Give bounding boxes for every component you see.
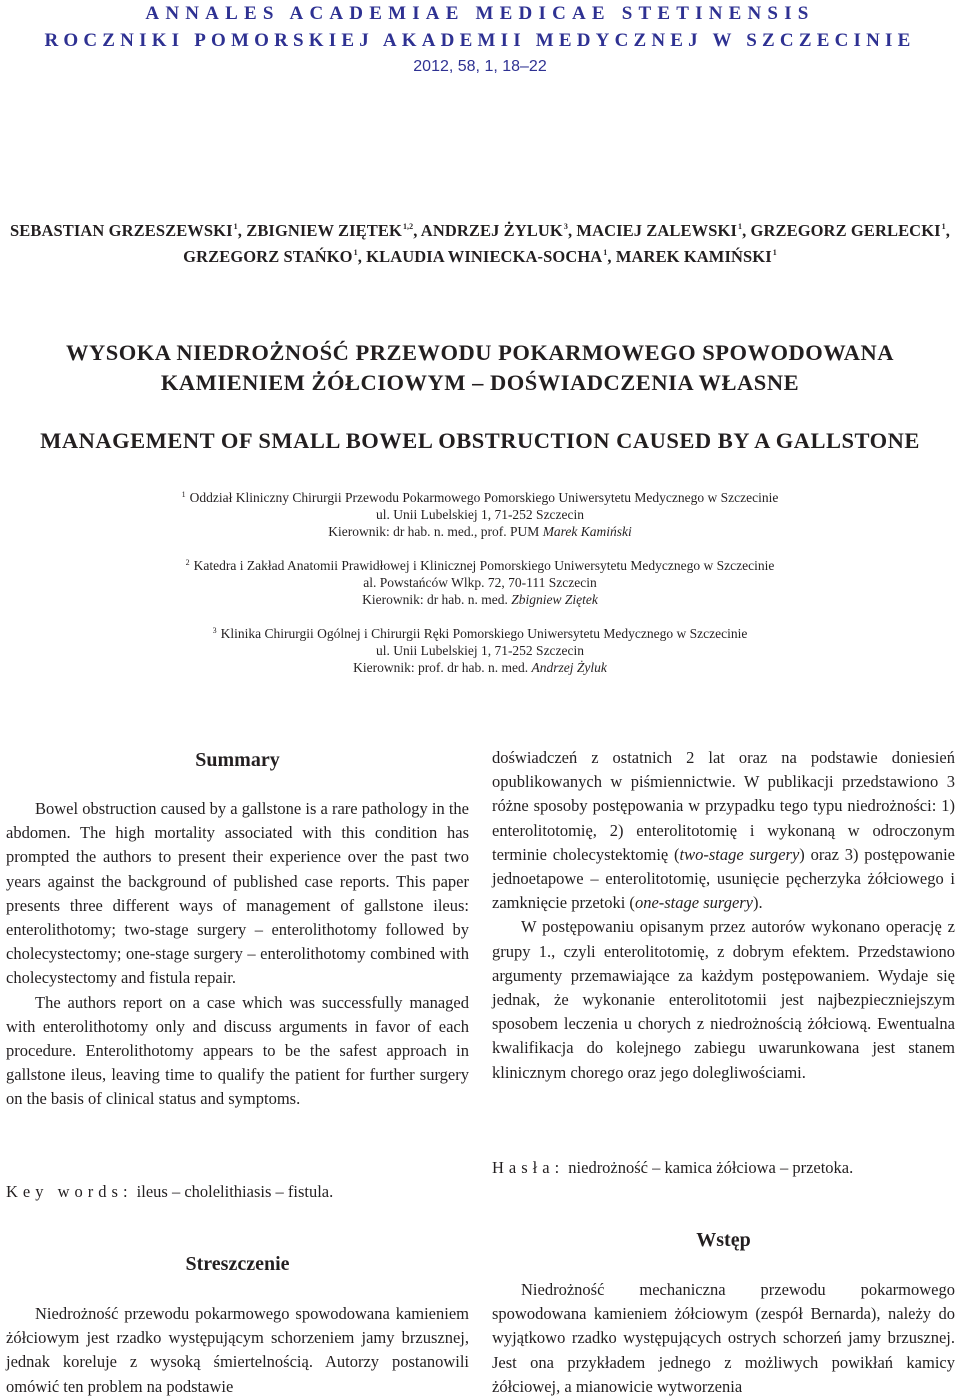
affiliation-number: 2 [185, 558, 190, 567]
affiliation-number: 1 [181, 490, 186, 499]
streszczenie-continuation [492, 746, 955, 1085]
streszczenie-paragraph-1: Niedrożność przewodu pokarmowego spowodowana kamieniem żółciowym jest rzadko występującym schorzeniem jamy brzusznej, jednak koreluje z wysoką śmiertelnością. Autorzy postanowili omówić ten problem na podstawie [6, 1304, 469, 1396]
authors-line-1: SEBASTIAN GRZESZEWSKI$^1$, ZBIGNIEW ZIĘTEK$^{1,2}$, ANDRZEJ ŻYLUK$^3$, MACIEJ ZALEWSKI$^1$, GRZEGORZ GERLECKI$^1$, [10, 221, 950, 240]
streszczenie-paragraph-2: W postępowaniu opisanym przez autorów wykonano operację z grupy 1., czyli enterolitotomię, z dobrym efektem. Przedstawiono argumenty przemawiające za każdym postępowaniem. Wydaje się jednak, że wykonanie enterolitotomii jest najbezpieczniejszym sposobem leczenia u chorych z niedrożnością żółciową. Ewentualna kwalifikacja do kolejnego zabiegu uwarunkowana jest stanem klinicznym chorego oraz jego dolegliwościami. [492, 917, 955, 1082]
journal-latin-name: ANNALES ACADEMIAE MEDICAE STETINENSIS [145, 3, 815, 24]
title-polish [0, 338, 960, 398]
author-affiliation-sup: 1 [603, 248, 608, 257]
summary-body [6, 797, 469, 1112]
affiliation-head-name: Marek Kamiński [542, 524, 632, 539]
affiliation-unit: Oddział Kliniczny Chirurgii Przewodu Pokarmowego Pomorskiego Uniwersytetu Medycznego w Szczecinie [189, 490, 779, 505]
affiliation-head-title: Kierownik: prof. dr hab. n. med. [353, 660, 532, 675]
haslo [492, 1158, 853, 1178]
keywords [6, 1182, 333, 1202]
affiliation-address: al. Powstańców Wlkp. 72, 70-111 Szczecin [363, 575, 597, 590]
summary-paragraph-1: Bowel obstruction caused by a gallstone is a rare pathology in the abdomen. The high mortality associated with this condition has prompted the authors to present their experience over the past two years against the background of published case reports. This paper presents three different ways of management of gallstone ileus: enterolithotomy; two-stage surgery – enterolithotomy followed by cholecystectomy; one-stage surgery – enterolithotomy combined with cholecystectomy and fistula repair. [6, 799, 469, 988]
author-name: GRZEGORZ GERLECKI [750, 221, 941, 240]
title-polish-line-2: KAMIENIEM ŻÓŁCIOWYM – DOŚWIADCZENIA WŁASNE [160, 370, 800, 395]
affiliation-head-name: Andrzej Żyluk [531, 660, 607, 675]
affiliation-head-title: Kierownik: dr hab. n. med., prof. PUM [328, 524, 543, 539]
keywords-label: Key words: [6, 1182, 133, 1201]
author-affiliation-sup: 1 [233, 222, 238, 231]
wstep-heading: Wstęp [696, 1229, 751, 1251]
affiliation-unit: Katedra i Zakład Anatomii Prawidłowej i Klinicznej Pomorskiego Uniwersytetu Medycznego w Szczecinie [193, 558, 775, 573]
streszczenie-body [6, 1302, 469, 1399]
title-english: MANAGEMENT OF SMALL BOWEL OBSTRUCTION CAUSED BY A GALLSTONE [40, 428, 920, 453]
haslo-text: niedrożność – kamica żółciowa – przetoka. [568, 1158, 854, 1177]
author-affiliation-sup: 1,2 [402, 222, 414, 231]
summary-heading: Summary [195, 749, 280, 771]
wstep-body [492, 1278, 955, 1399]
affiliation-1 [0, 486, 960, 540]
haslo-label: Hasła: [492, 1158, 565, 1177]
wstep-paragraph-1: Niedrożność mechaniczna przewodu pokarmowego spowodowana kamieniem żółciowym (zespół Bernarda), należy do wyjątkowo rzadko występujących ostrych schorzeń jamy brzusznej. Jest ona przykładem jednego z możliwych powikłań kamicy żółciowej, a mianowicie wytworzenia [492, 1280, 955, 1396]
affiliation-address: ul. Unii Lubelskiej 1, 71-252 Szczecin [375, 643, 585, 658]
streszczenie-paragraph-1-cont: doświadczeń z ostatnich 2 lat oraz na podstawie doniesień opublikowanych w piśmiennictwie. W publikacji przedstawiono 3 różne sposoby postępowania w przypadku tego typu niedrożności: 1) enterolitotomię, 2) enterolitotomię i wykonaną w odroczonym terminie cholecystektomię (two-stage surgery) oraz 3) postępowanie jednoetapowe – enterolitotomię, usunięcie pęcherzyka żółciowego i zamknięcie przetoki (one-stage surgery). [492, 748, 956, 913]
author-affiliation-sup: 1 [772, 248, 777, 257]
author-affiliation-sup: 3 [563, 222, 568, 231]
author-name: KLAUDIA WINIECKA-SOCHA [366, 247, 603, 266]
author-name: ZBIGNIEW ZIĘTEK [246, 221, 402, 240]
author-affiliation-sup: 1 [353, 248, 358, 257]
affiliation-unit: Klinika Chirurgii Ogólnej i Chirurgii Ręki Pomorskiego Uniwersytetu Medycznego w Szczecinie [220, 626, 748, 641]
keywords-text: ileus – cholelithiasis – fistula. [136, 1182, 334, 1201]
author-name: MAREK KAMIŃSKI [615, 247, 772, 266]
summary-paragraph-2: The authors report on a case which was successfully managed with enterolithotomy only and discuss arguments in favor of each procedure. Enterolithotomy appears to be the safest approach in gallstone ileus, leaving time to qualify the patient for further surgery on the basis of clinical status and symptoms. [6, 992, 469, 1109]
author-name: ANDRZEJ ŻYLUK [420, 221, 563, 240]
author-name: SEBASTIAN GRZESZEWSKI [10, 221, 233, 240]
streszczenie-heading: Streszczenie [185, 1253, 290, 1275]
author-name: GRZEGORZ STAŃKO [183, 247, 353, 266]
author-affiliation-sup: 1 [941, 222, 946, 231]
affiliation-address: ul. Unii Lubelskiej 1, 71-252 Szczecin [375, 507, 585, 522]
authors-line-2: GRZEGORZ STAŃKO$^1$, KLAUDIA WINIECKA-SOCHA$^1$, MAREK KAMIŃSKI$^1$ [183, 247, 777, 266]
affiliation-head-title: Kierownik: dr hab. n. med. [362, 592, 512, 607]
author-name: MACIEJ ZALEWSKI [576, 221, 737, 240]
journal-polish-name: ROCZNIKI POMORSKIEJ AKADEMII MEDYCZNEJ W SZCZECINIE [44, 30, 916, 51]
affiliation-head-name: Zbigniew Ziętek [511, 592, 598, 607]
affiliation-3 [0, 622, 960, 676]
author-affiliation-sup: 1 [737, 222, 743, 231]
affiliation-number: 3 [212, 626, 217, 635]
title-polish-line-1: WYSOKA NIEDROŻNOŚĆ PRZEWODU POKARMOWEGO SPOWODOWANA [65, 340, 895, 365]
affiliation-2 [0, 554, 960, 608]
citation: 2012, 58, 1, 18–22 [413, 58, 547, 75]
